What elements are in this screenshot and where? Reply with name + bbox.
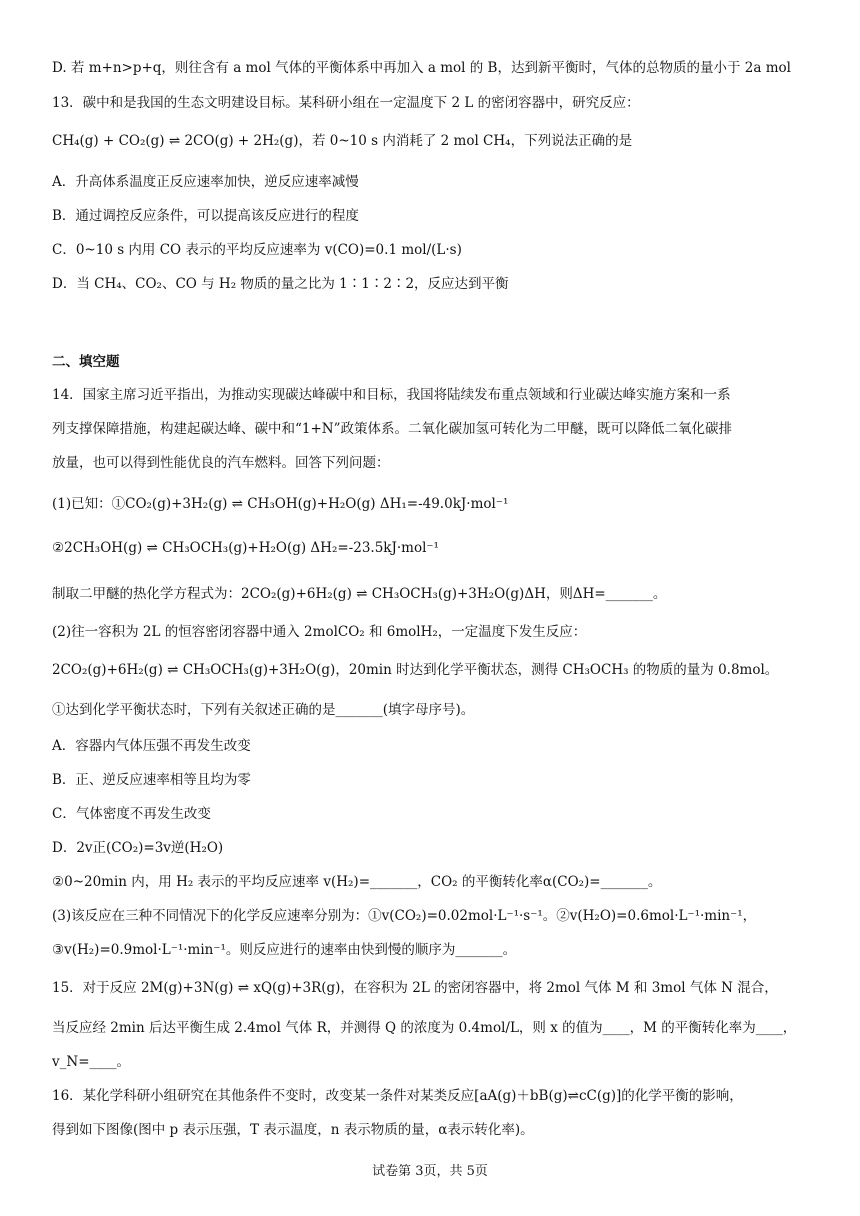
text-line: 制取二甲醚的热化学方程式为：2CO₂(g)+6H₂(g) ⇌ CH₃OCH₃(g)+3H₂O(g)ΔH，则ΔH=_______。 — [52, 586, 667, 602]
text-line: 列支撑保障措施，构建起碳达峰、碳中和“1+N”政策体系。二氧化碳加氢可转化为二甲醚，既可以降低二氧化碳排 — [52, 421, 733, 437]
text-line: A．升高体系温度正反应速率加快，逆反应速率减慢 — [52, 174, 359, 190]
text-line: v_N=____。 — [52, 1054, 131, 1070]
text-line: ②0~20min 内，用 H₂ 表示的平均反应速率 v(H₂)=_______，CO₂ 的平衡转化率α(CO₂)=_______。 — [52, 874, 662, 890]
text-line: B．正、逆反应速率相等且均为零 — [52, 772, 251, 788]
text-line: 放量，也可以得到性能优良的汽车燃料。回答下列问题： — [52, 455, 390, 471]
text-line: 2CO₂(g)+6H₂(g) ⇌ CH₃OCH₃(g)+3H₂O(g)，20min 时达到化学平衡状态，测得 CH₃OCH₃ 的物质的量为 0.8mol。 — [52, 662, 779, 678]
text-line: 16．某化学科研小组研究在其他条件不变时，改变某一条件对某类反应[aA(g)＋bB(g)⇌cC(g)]的化学平衡的影响， — [52, 1088, 743, 1104]
text-line: 得到如下图像(图中 p 表示压强，T 表示温度，n 表示物质的量，α表示转化率)。 — [52, 1122, 534, 1138]
text-line: ①达到化学平衡状态时，下列有关叙述正确的是_______(填字母序号)。 — [52, 702, 475, 718]
text-line: (3)该反应在三种不同情况下的化学反应速率分别为：①v(CO₂)=0.02mol·L⁻¹·s⁻¹。②v(H₂O)=0.6mol·L⁻¹·min⁻¹， — [52, 908, 757, 924]
text-line: 15．对于反应 2M(g)+3N(g) ⇌ xQ(g)+3R(g)，在容积为 2L 的密闭容器中，将 2mol 气体 M 和 3mol 气体 N 混合， — [52, 980, 778, 996]
text-line: D．当 CH₄、CO₂、CO 与 H₂ 物质的量之比为 1∶1∶2∶2，反应达到平衡 — [52, 276, 509, 292]
text-line: D. 若 m+n>p+q，则往含有 a mol 气体的平衡体系中再加入 a mol 的 B，达到新平衡时，气体的总物质的量小于 2a mol — [52, 60, 791, 76]
text-line: ③v(H₂)=0.9mol·L⁻¹·min⁻¹。则反应进行的速率由快到慢的顺序为_______。 — [52, 942, 517, 958]
text-line: CH₄(g) + CO₂(g) ⇌ 2CO(g) + 2H₂(g)，若 0~10 s 内消耗了 2 mol CH₄，下列说法正确的是 — [52, 133, 633, 149]
text-line: 当反应经 2min 后达平衡生成 2.4mol 气体 R，并测得 Q 的浓度为 0.4mol/L，则 x 的值为____，M 的平衡转化率为____， — [52, 1020, 797, 1036]
text-line: A．容器内气体压强不再发生改变 — [52, 738, 251, 754]
text-line: 14．国家主席习近平指出，为推动实现碳达峰碳中和目标，我国将陆续发布重点领域和行业碳达峰实施方案和一系 — [52, 387, 731, 403]
text-line: C．0~10 s 内用 CO 表示的平均反应速率为 v(CO)=0.1 mol/(L·s) — [52, 242, 462, 258]
text-line: (1)已知：①CO₂(g)+3H₂(g) ⇌ CH₃OH(g)+H₂O(g) ΔH₁=-49.0kJ·mol⁻¹ — [52, 496, 509, 512]
text-line: ②2CH₃OH(g) ⇌ CH₃OCH₃(g)+H₂O(g) ΔH₂=-23.5kJ·mol⁻¹ — [52, 540, 439, 556]
page-footer: 试卷第 3页，共 5页 — [372, 1164, 488, 1179]
text-line: B．通过调控反应条件，可以提高该反应进行的程度 — [52, 208, 359, 224]
text-line: 13．碳中和是我国的生态文明建设目标。某科研小组在一定温度下 2 L 的密闭容器中，研究反应： — [52, 95, 640, 111]
section-heading: 二、填空题 — [52, 354, 120, 370]
text-line: C．气体密度不再发生改变 — [52, 806, 211, 822]
text-line: (2)往一容积为 2L 的恒容密闭容器中通入 2molCO₂ 和 6molH₂，一定温度下发生反应： — [52, 624, 587, 640]
text-line: D．2v正(CO₂)=3v逆(H₂O) — [52, 840, 224, 856]
